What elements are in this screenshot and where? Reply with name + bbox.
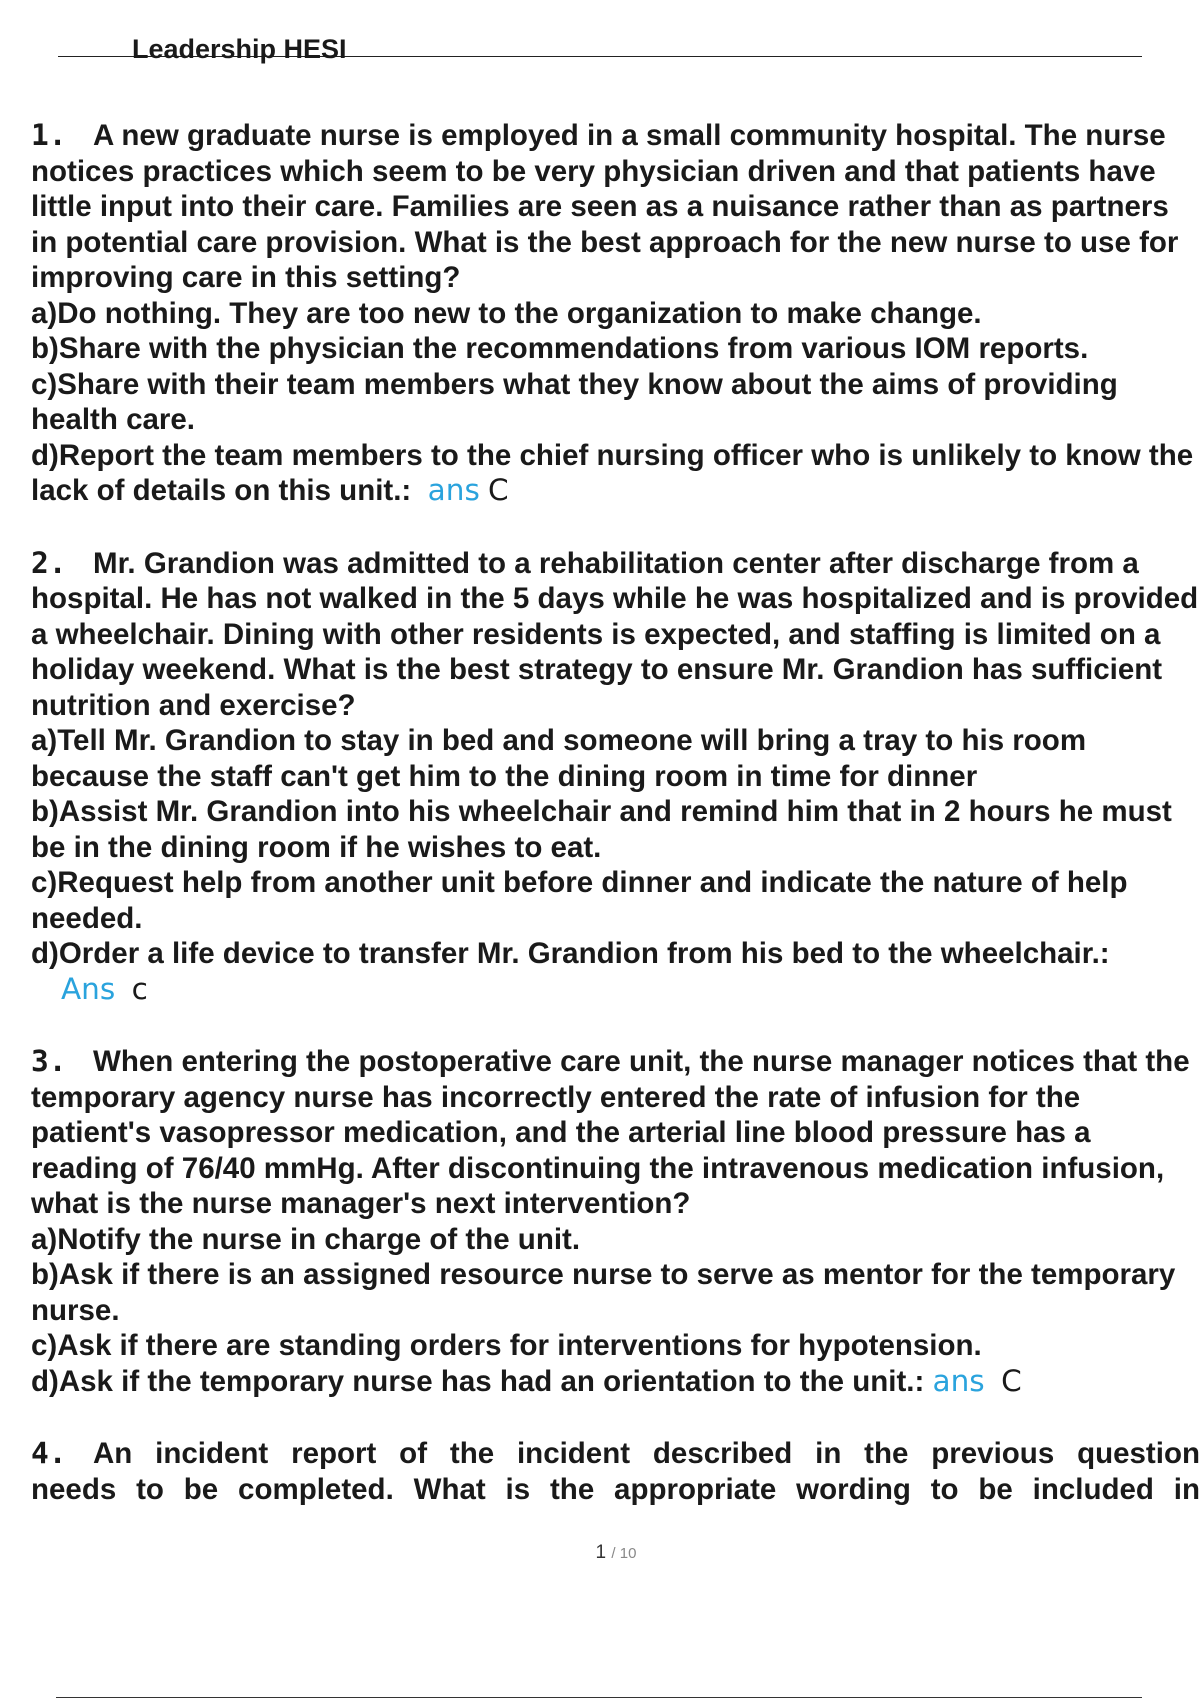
answer-label: Ans bbox=[61, 971, 116, 1006]
page-total: / 10 bbox=[611, 1545, 637, 1562]
answer-label: ans bbox=[932, 1363, 985, 1398]
option-c: c)Request help from another unit before dinner and indicate the nature of help needed. bbox=[31, 866, 1128, 935]
option-d-text: d)Report the team members to the chief nursing officer who is unlikely to know the lack of details on this unit.: bbox=[31, 438, 1194, 507]
question-number: 2. bbox=[31, 545, 67, 580]
answer-line bbox=[31, 972, 1200, 1008]
option-d-text: d)Ask if the temporary nurse has had an orientation to the unit.: bbox=[31, 1364, 925, 1398]
question-list bbox=[31, 118, 1200, 1544]
question-4 bbox=[31, 1436, 1200, 1507]
page-number bbox=[0, 1542, 1200, 1564]
answer-value: C bbox=[488, 473, 509, 507]
document-title: Leadership HESI bbox=[132, 34, 347, 64]
question-3 bbox=[31, 1044, 1200, 1399]
answer-label: ans bbox=[427, 473, 480, 507]
footer-rule bbox=[56, 1697, 1142, 1698]
option-d bbox=[31, 936, 1200, 972]
option-b: b)Ask if there is an assigned resource nurse to serve as mentor for the temporary nurse. bbox=[31, 1258, 1176, 1327]
answer-value: C bbox=[1001, 1363, 1022, 1398]
question-number: 4. bbox=[31, 1436, 67, 1470]
question-number: 3. bbox=[31, 1044, 67, 1078]
option-a: a)Notify the nurse in charge of the unit. bbox=[31, 1222, 581, 1256]
option-d-text: d)Order a life device to transfer Mr. Grandion from his bed to the wheelchair.: bbox=[31, 937, 1110, 970]
question-stem bbox=[31, 1436, 1200, 1472]
option-d bbox=[31, 1364, 1200, 1400]
option-d bbox=[31, 438, 1200, 509]
question-text-line-1: An incident report of the incident described in the previous question bbox=[93, 1437, 1200, 1470]
question-2 bbox=[31, 546, 1200, 1008]
question-stem bbox=[31, 1044, 1200, 1222]
page-current: 1 bbox=[595, 1542, 607, 1563]
page-header bbox=[58, 34, 1142, 64]
question-text: Mr. Grandion was admitted to a rehabilitation center after discharge from a hospital. He has not walked in the 5 days while he was hospitalized and is provided a wheelchair. Dining with other residents is expected, and staffing is limited on a holiday weekend. What is the best strategy to ensure Mr. Grandion has sufficient nutrition and exercise? bbox=[31, 546, 1199, 722]
option-c: c)Share with their team members what they know about the aims of providing health care. bbox=[31, 367, 1118, 436]
option-b: b)Assist Mr. Grandion into his wheelchair and remind him that in 2 hours he must be in the dining room if he wishes to eat. bbox=[31, 795, 1172, 864]
option-c: c)Ask if there are standing orders for interventions for hypotension. bbox=[31, 1329, 982, 1362]
question-number: 1. bbox=[31, 118, 67, 152]
question-text-line-2: needs to be completed. What is the appropriate wording to be included in bbox=[31, 1472, 1200, 1506]
answer-value: c bbox=[131, 971, 148, 1006]
question-text: When entering the postoperative care unit, the nurse manager notices that the temporary agency nurse has incorrectly entered the rate of infusion for the patient's vasopressor medication, and the arterial line blood pressure has a reading of 76/40 mmHg. After discontinuing the intravenous medication infusion, what is the nurse manager's next intervention? bbox=[31, 1045, 1190, 1220]
question-1 bbox=[31, 118, 1200, 509]
option-b: b)Share with the physician the recommendations from various IOM reports. bbox=[31, 332, 1089, 365]
option-a: a)Do nothing. They are too new to the organization to make change. bbox=[31, 296, 982, 330]
question-stem bbox=[31, 118, 1200, 296]
question-stem bbox=[31, 546, 1200, 724]
question-text: A new graduate nurse is employed in a small community hospital. The nurse notices practices which seem to be very physician driven and that patients have little input into their care. Families are seen as a nuisance rather than as partners in potential care provision. What is the best approach for the new nurse to use for improving care in this setting? bbox=[31, 119, 1179, 294]
option-a: a)Tell Mr. Grandion to stay in bed and someone will bring a tray to his room because the staff can't get him to the dining room in time for dinner bbox=[31, 724, 1087, 793]
